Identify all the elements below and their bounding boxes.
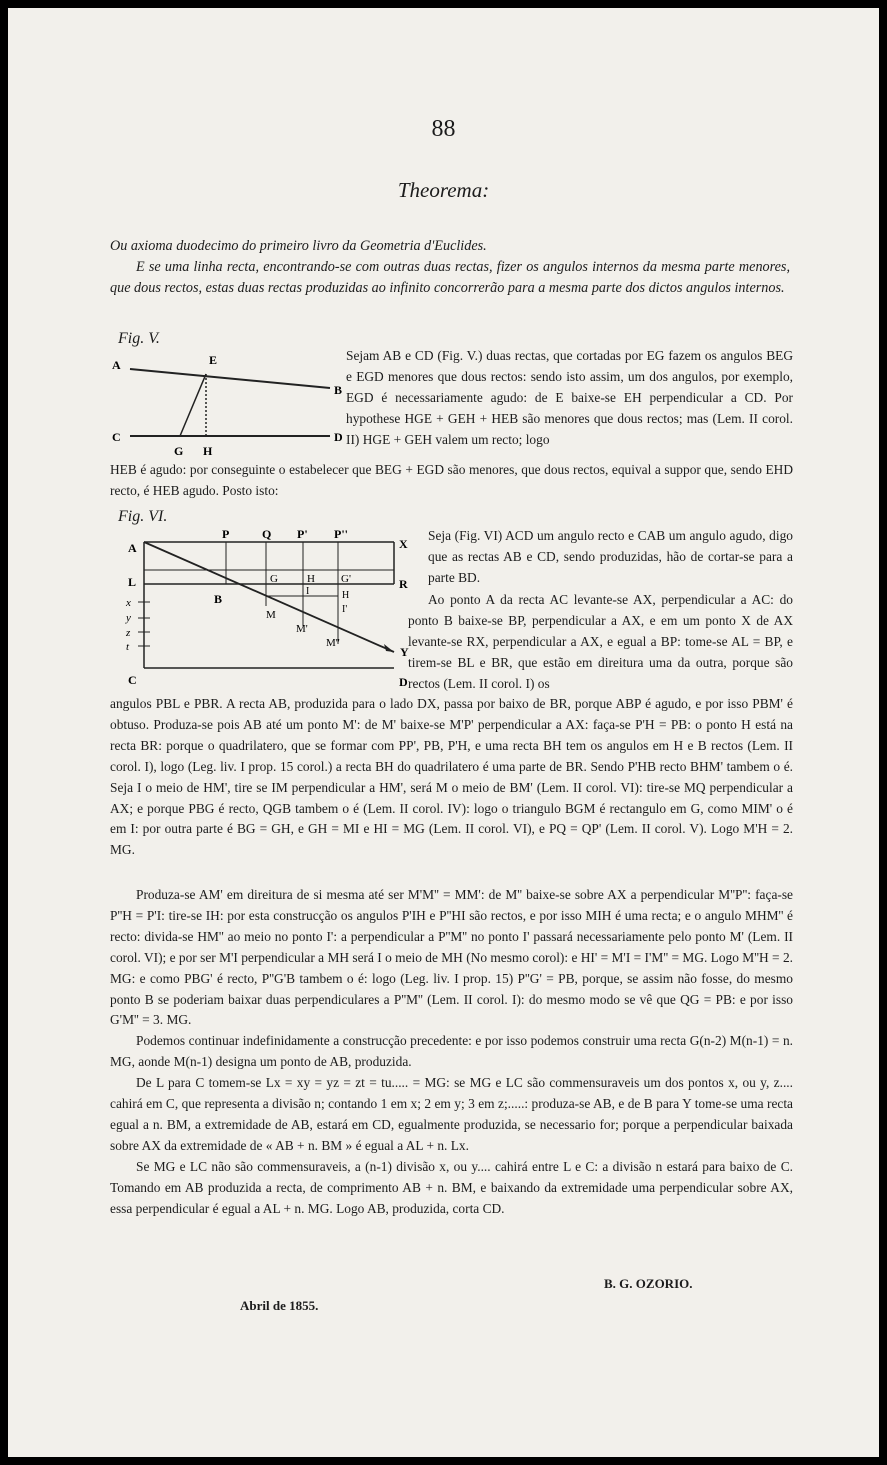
fig6-point-p2: P'' [334, 527, 348, 541]
fig5-side-text: Sejam AB e CD (Fig. V.) duas rectas, que cortadas por EG fazem os angulos BEG e EGD menores que dous rectos: sendo isto assim, um dos angulos, por exemplo, EGD é necessariamente agudo: de E baixe-se EH perpendicular a CD. Por hypothese HGE + GEH + HEB são menores que dous rectos; mas (Lem. II corol. II) HGE + GEH valem um recto; logo [346, 348, 793, 447]
date-line: Abril de 1855. [240, 1298, 319, 1313]
fig6-point-l: L [128, 575, 137, 589]
intro-proposition: E se uma linha recta, encontrando-se com outras duas rectas, fizer os angulos internos da mesma parte menores, que dous rectos, estas duas rectas produzidas ao infinito concorrerão para a mesma parte dos dictos angulos internos. [110, 259, 790, 296]
fig5-label: Fig. V. [118, 330, 160, 347]
fig6-continuation: angulos PBL e PBR. A recta AB, produzida para o lado DX, passa por baixo de BR, porque ABP é agudo, e por isso PBM' é obtuso. Produza-se pois AB até um ponto M': de M' baixe-se M'P' perpendicular a AX: faça-se P'H = PB: o ponto H está na recta BR: porque o quadrilatero, que se formar com PP', PB, P'H, e uma recta BH tem os angulos em H e B rectos (Lem. II corol. I), logo (Leg. liv. I prop. 15 corol.) a recta BH do quadrilatero é uma parte de BR. Sendo P'HB recto BHM' tambem o é. Seja I o meio de HM', tire se IM perpendicular a HM', será M o meio de BM' (Lem. II corol. VI): tire-se MQ perpendicular a AX; e porque PBG é recto, QGB tambem o é (Lem. II corol. IV): logo o triangulo BGM é rectangulo em G, como MIM' o é em I: por outra parte é BG = GH, e GH = MI e HI = MG (Lem. II corol. VI), e PQ = QP' (Lem. II corol. V). Logo M'H = 2. MG. [110, 696, 793, 858]
fig6-side-text: Seja (Fig. VI) ACD um angulo recto e CAB um angulo agudo, digo que as rectas AB e CD, sendo produzidas, hão de cortar-se para a parte BD. [428, 528, 793, 585]
fig6-point-z-small: z [126, 627, 131, 639]
fig6-point-i1: I' [342, 604, 348, 615]
fig6-point-g1: G' [341, 573, 351, 585]
paragraph-1: Produza-se AM' em direitura de si mesma até ser M'M'' = MM': de M'' baixe-se sobre AX a perpendicular M''P'': faça-se P''H = P'I: tire-se IH: por esta construcção os angulos P'IH e P''HI são rectos, e por isso MIH é uma recta; e o angulo MHM'' é recto: divida-se HM'' ao meio no ponto I': a perpendicular a P''M'' no ponto I' passará necessariamente pelo ponto M' (Lem. II corol. VI); e por ser M'I perpendicular a MH será I o meio de MH (No mesmo corol): e HI' = M'I = I'M'' = MG. Logo M''H = 2. MG: e como PBG' é recto, P''G'B tambem o é: logo (Leg. liv. I prop. 15) P''G' = PB, porque, se assim não fosse, do mesmo ponto B se poderiam baixar duas perpendiculares a P''M'' (Lem. II corol. I): do mesmo modo se vê que QG = PB: e por isso G'M'' = 3. MG. [110, 887, 793, 1028]
line-ay [144, 542, 394, 652]
figure-5-diagram [108, 348, 353, 460]
figure-6-diagram [108, 526, 428, 690]
fig6-point-m1: M' [296, 623, 308, 635]
fig5-point-h: H [203, 444, 213, 458]
line-eg [180, 374, 206, 436]
fig5-point-b: B [334, 383, 343, 397]
paragraph-4: Se MG e LC não são commensuraveis, a (n-1) divisão x, ou y.... cahirá entre L e C: a divisão n estará para baixo de C. Tomando em AB produzida a recta, de comprimento AB + n. BM, e baixando da extremidade uma perpendicular sobre AX, essa perpendicular é egual a AL + n. MG. Logo AB, produzida, corta CD. [110, 1158, 793, 1216]
fig6-point-h2: H [342, 590, 350, 601]
fig6-label: Fig. VI. [118, 508, 168, 525]
fig6-point-q: Q [262, 527, 272, 541]
fig6-point-x: X [399, 537, 408, 551]
theorem-statement [110, 236, 790, 299]
body-paragraphs [110, 885, 793, 1220]
page-number: 88 [431, 116, 456, 142]
fig6-point-y: Y [400, 645, 409, 659]
fig6-point-x-small: x [126, 597, 131, 609]
paragraph-2: Podemos continuar indefinidamente a construcção precedente: e por isso podemos construir uma recta G(n-2) M(n-1) = n. MG, aonde M(n-1) designa um ponto de AB, produzida. [110, 1033, 793, 1070]
fig6-point-p: P [222, 527, 230, 541]
fig6-point-p1: P' [297, 527, 308, 541]
fig6-point-m2: M'' [326, 637, 340, 649]
fig5-point-a: A [112, 358, 121, 372]
paragraph-3: De L para C tomem-se Lx = xy = yz = zt = tu..... = MG: se MG e LC são commensuraveis um dos pontos x, ou y, z.... cahirá em C, que representa a divisão n; contando 1 em x; 2 em y; 3 em z;.....: produza-se AB, e de B para Y tome-se uma recta egual a n. BM, a extremidade de AB, estará em CD, egualmente produzida, se necessario for; porque a perpendicular baixada sobre AX da extremidade de « AB + n. BM » é egual a AL + n. Lx. [110, 1075, 793, 1153]
fig5-point-c: C [112, 430, 121, 444]
fig6-point-h: H [307, 573, 315, 585]
fig5-point-g: G [174, 444, 184, 458]
fig6-point-b: B [214, 592, 223, 606]
fig6-point-a: A [128, 541, 137, 555]
fig6-point-g: G [270, 573, 278, 585]
fig6-point-y-small: y [126, 612, 131, 624]
signature: B. G. OZORIO. [604, 1276, 693, 1291]
line-ab [130, 369, 330, 388]
fig6-point-c: C [128, 673, 137, 687]
fig6-point-r: R [399, 577, 408, 591]
page [8, 8, 879, 1457]
fig5-continuation: HEB é agudo: por conseguinte o estabelecer que BEG + EGD são menores, que dous rectos, equival a suppor que, sendo EHD recto, é HEB agudo. Posto isto: [110, 462, 793, 498]
intro-subtitle: Ou axioma duodecimo do primeiro livro da Geometria d'Euclides. [110, 238, 487, 254]
fig5-point-e: E [209, 353, 218, 367]
fig6-side-text-2: Ao ponto A da recta AC levante-se AX, perpendicular a AC: do ponto B baixe-se BP, perpendicular a AX, e em um ponto X de AX levante-se RX, perpendicular a AX, e egual a BP: tome-se AL = BP, e tirem-se BL e BR, que estão em direitura uma da outra, porque são rectos (Lem. II corol. I) os [408, 592, 793, 691]
fig6-point-m: M [266, 609, 276, 621]
fig5-point-d: D [334, 430, 343, 444]
theorem-title: Theorema: [397, 178, 490, 202]
fig6-point-d: D [399, 675, 408, 689]
fig6-point-i: I [306, 586, 310, 597]
fig6-point-t-small: t [126, 641, 130, 653]
